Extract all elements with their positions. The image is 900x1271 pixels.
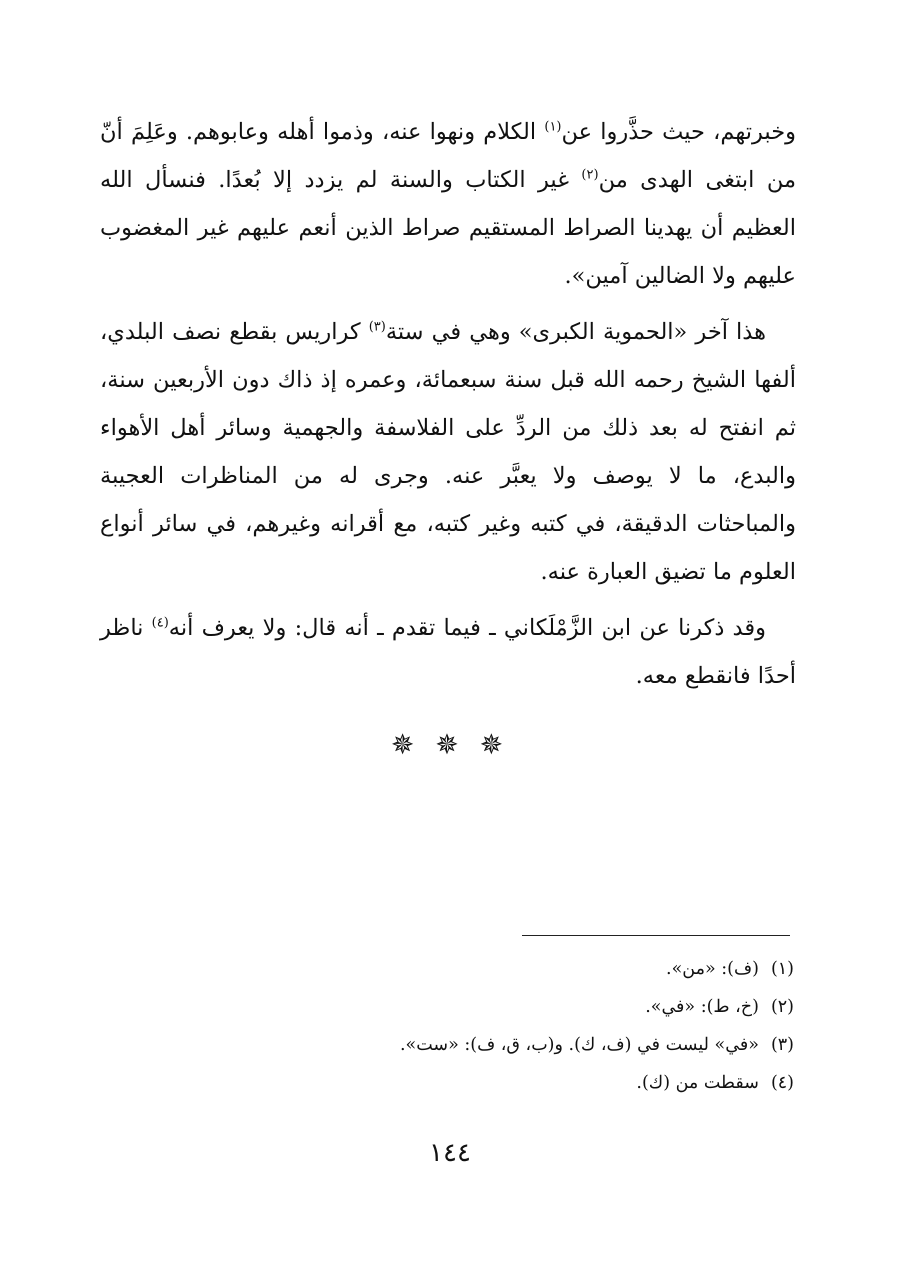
- text-run: الكلام ونهوا عنه، وذموا أهله وعابوهم. وعَلِمَ أنّ من ابتغى الهدى من: [100, 119, 796, 193]
- text-run: كراريس بقطع نصف البلدي، ألفها الشيخ رحمه الله قبل سنة سبعمائة، وعمره إذ ذاك دون الأربعين سنة، ثم انفتح له بعد ذلك من الردِّ على الفلاسفة والجهمية وسائر أهل الأهواء والبدع، ما لا يوصف ولا يعبَّر عنه. وجرى له من المناظرات العجيبة والمباحثات الدقيقة، في كتبه وغير كتبه، مع أقرانه وغيرهم، في سائر أنواع العلوم ما تضيق العبارة عنه.: [100, 319, 796, 585]
- section-separator-ornaments: ✵ ✵ ✵: [390, 728, 510, 761]
- footnote-text: «في» ليست في (ف، ك). و(ب، ق، ف): «ست».: [399, 1035, 759, 1055]
- paragraph-1: [100, 108, 796, 300]
- text-run: غير الكتاب والسنة لم يزدد إلا بُعدًا. فنسأل الله العظيم أن يهدينا الصراط المستقيم صراط الذين أنعم عليهم غير المغضوب عليهم ولا الضالين آمين».: [100, 167, 796, 289]
- page-number: ١٤٤: [429, 1138, 471, 1168]
- footnote-text: سقطت من (ك).: [636, 1073, 759, 1093]
- paragraph-3: [100, 604, 796, 700]
- footnote-number: (٣): [770, 1035, 794, 1055]
- footnotes: [100, 950, 794, 1102]
- text-run: ناظر أحدًا فانقطع معه.: [100, 615, 796, 689]
- footnote-reference: (٤): [151, 615, 169, 631]
- footnote-rule: [522, 935, 790, 936]
- footnote-reference: (١): [544, 119, 562, 135]
- main-text: [100, 108, 796, 700]
- footnote-text: (ف): «من».: [666, 959, 759, 979]
- footnote-number: (١): [770, 959, 794, 979]
- footnote-reference: (٢): [581, 167, 599, 183]
- footnote-number: (٤): [770, 1073, 794, 1093]
- footnote-text: (خ، ط): «في».: [645, 997, 759, 1017]
- footnote-2: [100, 988, 794, 1026]
- footnote-3: [100, 1026, 794, 1064]
- paragraph-2: [100, 308, 796, 596]
- text-run: وخبرتهم، حيث حذَّروا عن: [561, 119, 796, 145]
- footnote-number: (٢): [770, 997, 794, 1017]
- text-run: هذا آخر «الحموية الكبرى» وهي في ستة: [385, 319, 766, 345]
- footnote-4: [100, 1064, 794, 1102]
- footnote-reference: (٣): [368, 319, 386, 335]
- text-run: وقد ذكرنا عن ابن الزَّمْلَكاني ـ فيما تقدم ـ أنه قال: ولا يعرف أنه: [168, 615, 766, 641]
- footnote-1: [100, 950, 794, 988]
